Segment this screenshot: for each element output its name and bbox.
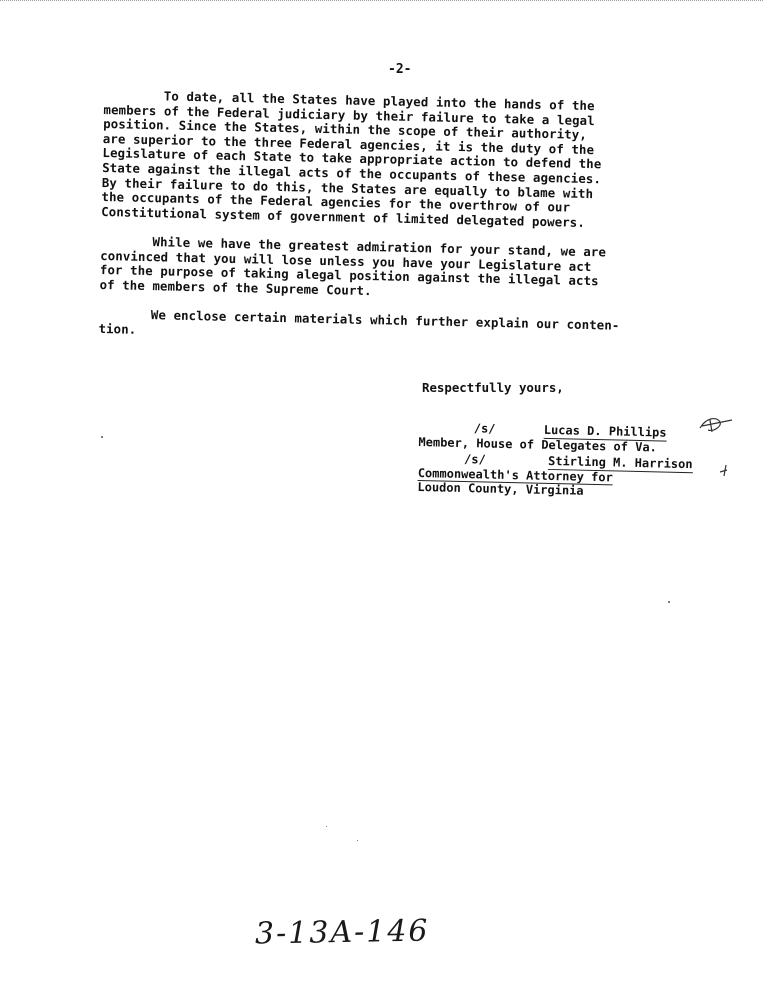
signature-2-title-line-1: Commonwealth's Attorney for bbox=[417, 465, 613, 484]
scan-speck bbox=[326, 826, 327, 827]
ink-tick-icon bbox=[718, 464, 732, 478]
signature-1-name: Lucas D. Phillips bbox=[543, 422, 667, 440]
complimentary-close: Respectfully yours, bbox=[422, 380, 564, 395]
scan-speck bbox=[357, 840, 358, 841]
letter-body bbox=[98, 88, 702, 364]
page-number: -2- bbox=[388, 62, 412, 77]
paragraph-1: To date, all the States have played into the hands of the members of the Federal judiciary by their failure to take a legal position. Since the States, within the scope of their authority, are superior to the three Federal agencies, it is the duty of the Legislature of each State to take appropriate action to defend the State against the illegal acts of the occupants of these agencies. By their failure to do this, the States are equally to blame with the occupants of the Federal agencies for the overthrow of our Constitutional system of government of limited delegated powers. bbox=[101, 88, 602, 230]
paragraph-3: We enclose certain materials which further explain our conten- tion. bbox=[98, 307, 620, 337]
scan-speck bbox=[101, 436, 103, 438]
signature-2-name: Stirling M. Harrison bbox=[547, 453, 693, 472]
signature-1-mark: /s/ bbox=[473, 421, 496, 436]
signature-2-title-line-2: Loudon County, Virginia bbox=[417, 479, 584, 498]
ink-flourish-icon bbox=[696, 414, 736, 436]
paragraph-2: While we have the greatest admiration for your stand, we are convinced that you will lose unless you have your Legislature act for the purpose of taking alegal position against the illegal acts of the members of the Supreme Court. bbox=[99, 234, 607, 298]
page-top-border bbox=[0, 0, 763, 1]
scan-speck bbox=[668, 601, 670, 603]
handwritten-reference-number: 3-13A-146 bbox=[254, 913, 430, 952]
signature-1-title: Member, House of Delegates of Va. bbox=[418, 434, 658, 454]
signature-block bbox=[417, 420, 739, 502]
signature-2-mark: /s/ bbox=[463, 452, 486, 467]
